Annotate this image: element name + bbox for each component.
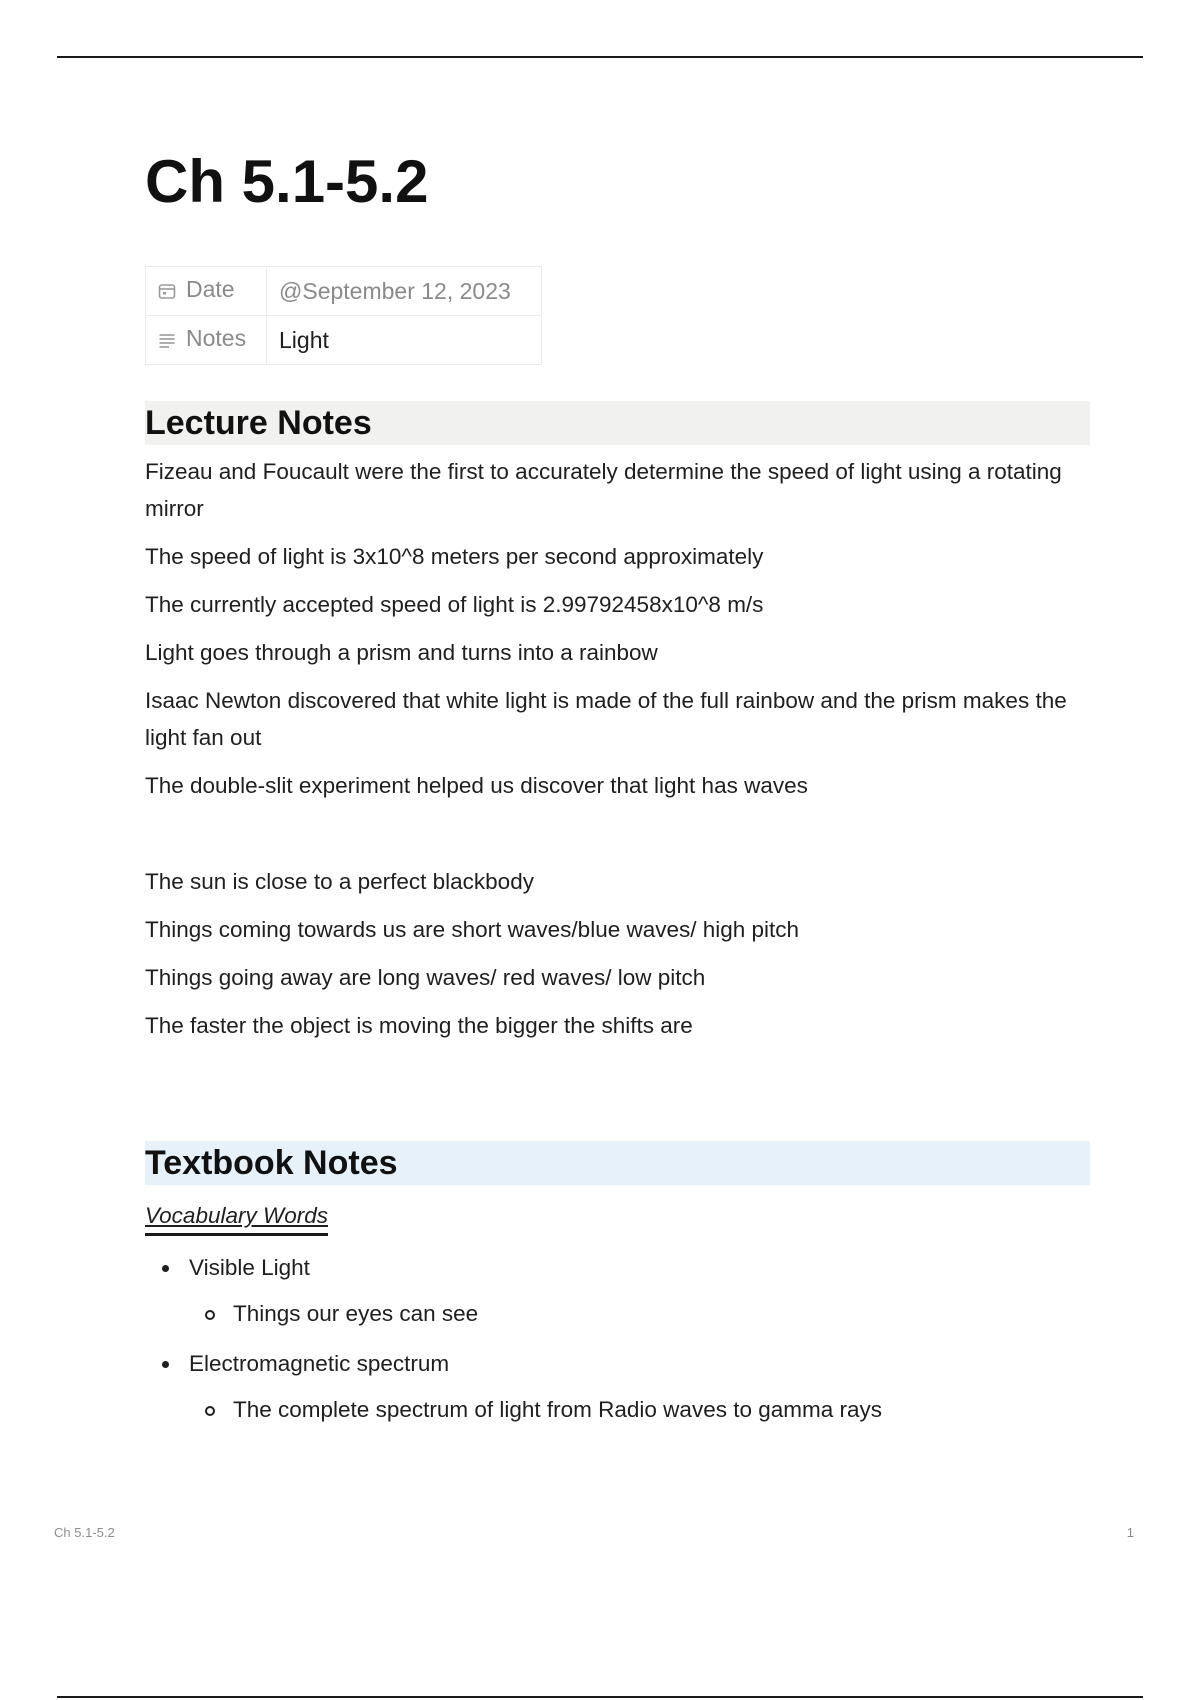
footer-page-number: 1 bbox=[1126, 1525, 1134, 1540]
vocabulary-label: Vocabulary Words bbox=[145, 1199, 328, 1236]
lecture-paragraph: Fizeau and Foucault were the first to accurately determine the speed of light using a rotating mirror bbox=[145, 459, 1062, 521]
text-lines-icon bbox=[158, 328, 176, 355]
hollow-bullet-icon bbox=[205, 1406, 215, 1416]
sub-list bbox=[189, 1390, 1090, 1430]
notes-value[interactable]: Light bbox=[267, 316, 542, 365]
list-item bbox=[145, 1344, 1090, 1430]
vocabulary-list bbox=[145, 1248, 1090, 1430]
empty-line bbox=[145, 815, 1090, 852]
date-value[interactable]: @September 12, 2023 bbox=[267, 267, 542, 316]
bottom-divider bbox=[57, 1696, 1143, 1698]
list-item bbox=[189, 1294, 1090, 1334]
property-key bbox=[146, 316, 267, 365]
lecture-paragraph: Things coming towards us are short waves/blue waves/ high pitch bbox=[145, 917, 800, 942]
hollow-bullet-icon bbox=[205, 1310, 215, 1320]
sub-list bbox=[189, 1294, 1090, 1334]
calendar-icon bbox=[158, 279, 176, 306]
vocab-term: Electromagnetic spectrum bbox=[189, 1351, 450, 1376]
property-key-label: Notes bbox=[186, 325, 247, 351]
empty-space bbox=[145, 1055, 1090, 1141]
lecture-paragraph: The faster the object is moving the bigger the shifts are bbox=[145, 1013, 693, 1038]
property-key-label: Date bbox=[186, 276, 235, 302]
top-divider bbox=[57, 56, 1143, 58]
bullet-icon bbox=[162, 1361, 169, 1368]
lecture-paragraph: The speed of light is 3x10^8 meters per second approximately bbox=[145, 544, 764, 569]
lecture-paragraph: Isaac Newton discovered that white light is made of the full rainbow and the prism makes the light fan out bbox=[145, 688, 1067, 750]
page-title: Ch 5.1-5.2 bbox=[145, 148, 429, 215]
document-body bbox=[145, 140, 1090, 1440]
lecture-notes-heading: Lecture Notes bbox=[145, 401, 1090, 445]
properties-table bbox=[145, 266, 542, 365]
lecture-paragraph: Light goes through a prism and turns into a rainbow bbox=[145, 640, 658, 665]
list-item bbox=[145, 1248, 1090, 1334]
textbook-notes-heading: Textbook Notes bbox=[145, 1141, 1090, 1185]
vocab-definition: The complete spectrum of light from Radio waves to gamma rays bbox=[233, 1397, 883, 1422]
footer-doc-name: Ch 5.1-5.2 bbox=[54, 1525, 115, 1540]
lecture-paragraph: Things going away are long waves/ red waves/ low pitch bbox=[145, 965, 706, 990]
property-key bbox=[146, 267, 267, 316]
lecture-paragraph: The currently accepted speed of light is 2.99792458x10^8 m/s bbox=[145, 592, 764, 617]
list-item bbox=[189, 1390, 1090, 1430]
bullet-icon bbox=[162, 1265, 169, 1272]
lecture-paragraph: The sun is close to a perfect blackbody bbox=[145, 869, 534, 894]
property-row-date bbox=[146, 267, 542, 316]
vocab-term: Visible Light bbox=[189, 1255, 310, 1280]
lecture-paragraph: The double-slit experiment helped us discover that light has waves bbox=[145, 773, 808, 798]
property-row-notes bbox=[146, 316, 542, 365]
vocab-definition: Things our eyes can see bbox=[233, 1301, 479, 1326]
